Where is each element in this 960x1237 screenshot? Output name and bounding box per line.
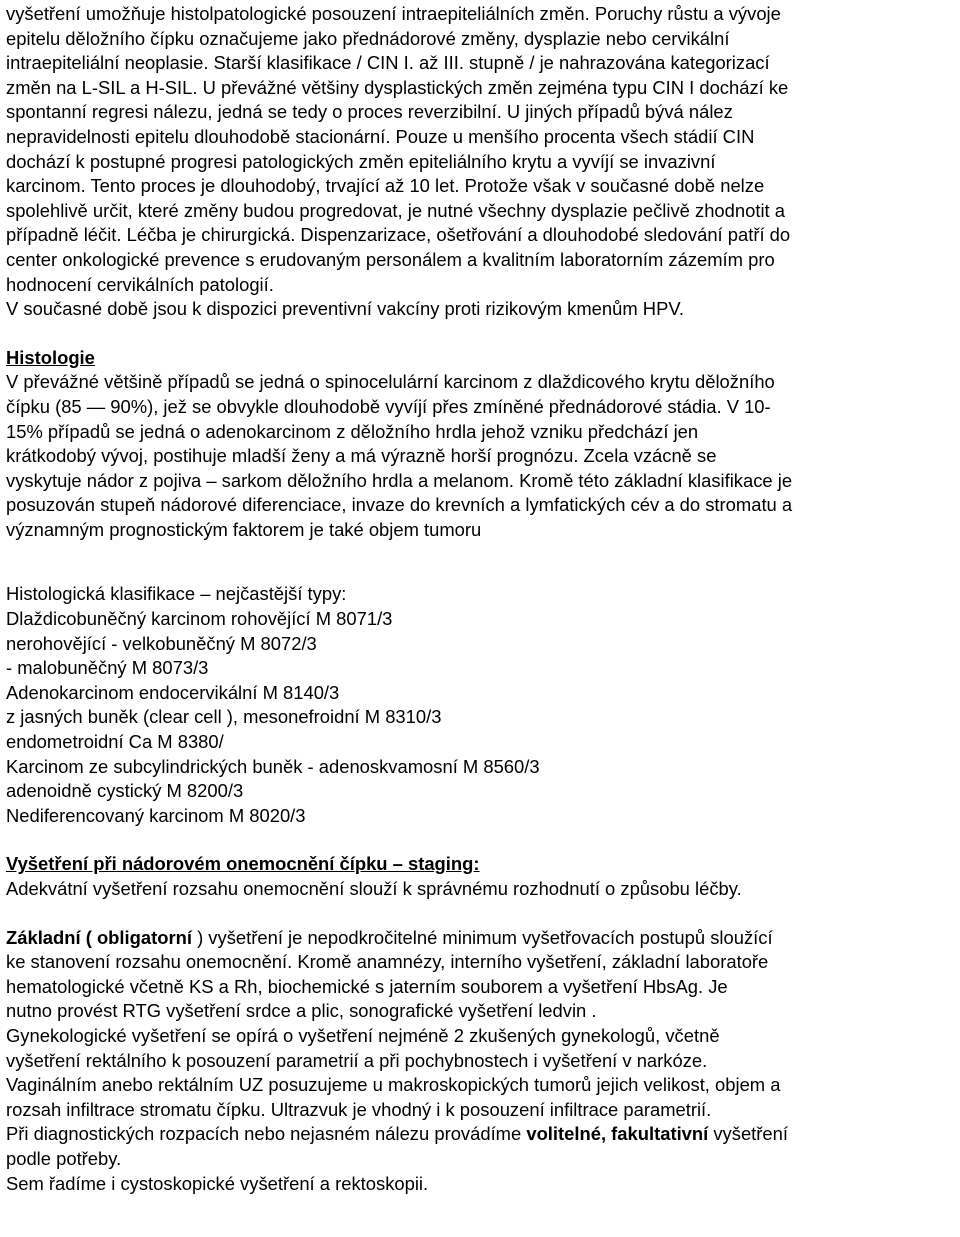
text-line: karcinom. Tento proces je dlouhodobý, trvající až 10 let. Protože však v současné době nelze (6, 175, 765, 197)
text-fragment: vyšetření (708, 1123, 788, 1145)
text-line: intraepiteliální neoplasie. Starší klasifikace / CIN I. až III. stupně / je nahrazována kategorizací (6, 52, 770, 74)
zakladni-paragraph (6, 926, 954, 1197)
text-line: Dlaždicobuněčný karcinom rohovějící M 8071/3 (6, 608, 393, 630)
text-line: čípku (85 — 90%), jež se obvykle dlouhodobě vyvíjí přes zmíněné přednádorové stádia. V 10- (6, 395, 771, 417)
text-line (6, 926, 954, 951)
staging-heading: Vyšetření při nádorovém onemocnění čípku – staging: (6, 853, 480, 875)
text-line: případně léčit. Léčba je chirurgická. Dispenzarizace, ošetřování a dlouhodobé sledování patří do (6, 224, 791, 246)
text-fragment: ) vyšetření je nepodkročitelné minimum vyšetřovacích postupů sloužící (191, 926, 773, 948)
text-line: nutno provést RTG vyšetření srdce a plic, sonografické vyšetření ledvin . (6, 1000, 597, 1022)
histologie-heading: Histologie (6, 346, 95, 368)
text-line: podle potřeby. (6, 1147, 122, 1169)
text-line: Nediferencovaný karcinom M 8020/3 (6, 804, 306, 826)
text-line: významným prognostickým faktorem je také objem tumoru (6, 518, 482, 540)
text-line: vyšetření umožňuje histolpatologické posouzení intraepiteliálních změn. Poruchy růstu a vývoje (6, 3, 781, 24)
text-line: 15% případů se jedná o adenokarcinom z děložního hrdla jehož vzniku předchází jen (6, 420, 699, 442)
intro-paragraph (6, 2, 954, 322)
text-line: center onkologické prevence s erudovaným personálem a kvalitním laboratorním zázemím pro (6, 248, 775, 270)
text-line: Karcinom ze subcylindrických buněk - adenoskvamosní M 8560/3 (6, 755, 540, 777)
text-line: posuzován stupeň nádorové diferenciace, invaze do krevních a lymfatických cév a do stromatu a (6, 494, 793, 516)
text-line: - malobuněčný M 8073/3 (6, 657, 209, 679)
text-line: změn na L-SIL a H-SIL. U převážné většiny dysplastických změn zejména typu CIN I dochází ke (6, 76, 789, 98)
text-line (6, 1122, 954, 1147)
text-line: spolehlivě určit, které změny budou progredovat, je nutné všechny dysplazie pečlivě zhodnotit a (6, 199, 785, 221)
volitelne-bold: volitelné, fakultativní (526, 1123, 709, 1145)
text-line: vyskytuje nádor z pojiva – sarkom děložního hrdla a melanom. Kromě této základní klasifikace je (6, 469, 793, 491)
text-line: epitelu děložního čípku označujeme jako přednádorové změny, dysplazie nebo cervikální (6, 27, 730, 49)
text-line: V současné době jsou k dispozici preventivní vakcíny proti rizikovým kmenům HPV. (6, 298, 685, 320)
text-line: Sem řadíme i cystoskopické vyšetření a rektoskopii. (6, 1172, 429, 1194)
text-line: z jasných buněk (clear cell ), mesonefroidní M 8310/3 (6, 706, 442, 728)
text-line: dochází k postupné progresi patologických změn epiteliálního krytu a vyvíjí se invazivní (6, 150, 716, 172)
text-line: krátkodobý vývoj, postihuje mladší ženy a má výrazně horší prognózu. Zcela vzácně se (6, 445, 717, 467)
text-line: nerohovějící - velkobuněčný M 8072/3 (6, 632, 317, 654)
text-line: ke stanovení rozsahu onemocnění. Kromě anamnézy, interního vyšetření, základní laboratoře (6, 951, 769, 973)
staging-paragraph (6, 877, 954, 902)
obligatorni-bold: Základní ( obligatorní (6, 926, 192, 948)
text-line: vyšetření rektálního k posouzení parametrií a při pochybnostech i vyšetření v narkóze. (6, 1049, 708, 1071)
text-line: rozsah infiltrace stromatu čípku. Ultrazvuk je vhodný i k posouzení infiltrace parametrií. (6, 1098, 712, 1120)
klasifikace-list (6, 582, 954, 828)
text-line: spontanní regresi nálezu, jedná se tedy o proces reverzibilní. U jiných případů bývá nález (6, 101, 733, 123)
text-line: Histologická klasifikace – nejčastější typy: (6, 583, 347, 605)
text-line: Vaginálním anebo rektálním UZ posuzujeme u makroskopických tumorů jejich velikost, objem a (6, 1074, 781, 1096)
text-line: V převážné většině případů se jedná o spinocelulární karcinom z dlaždicového krytu děložního (6, 371, 775, 393)
text-fragment: Při diagnostických rozpacích nebo nejasném nálezu provádíme (6, 1123, 527, 1145)
text-line: Adekvátní vyšetření rozsahu onemocnění slouží k správnému rozhodnutí o způsobu léčby. (6, 878, 742, 899)
text-line: nepravidelnosti epitelu dlouhodobě stacionární. Pouze u menšího procenta všech stádií CIN (6, 125, 755, 147)
text-line: hematologické včetně KS a Rh, biochemické s jaterním souborem a vyšetření HbsAg. Je (6, 975, 728, 997)
histologie-paragraph (6, 370, 954, 542)
text-line: endometroidní Ca M 8380/ (6, 731, 224, 753)
text-line: Gynekologické vyšetření se opírá o vyšetření nejméně 2 zkušených gynekologů, včetně (6, 1024, 720, 1046)
text-line: Adenokarcinom endocervikální M 8140/3 (6, 681, 340, 703)
text-line: hodnocení cervikálních patologií. (6, 273, 274, 295)
text-line: adenoidně cystický M 8200/3 (6, 780, 244, 802)
